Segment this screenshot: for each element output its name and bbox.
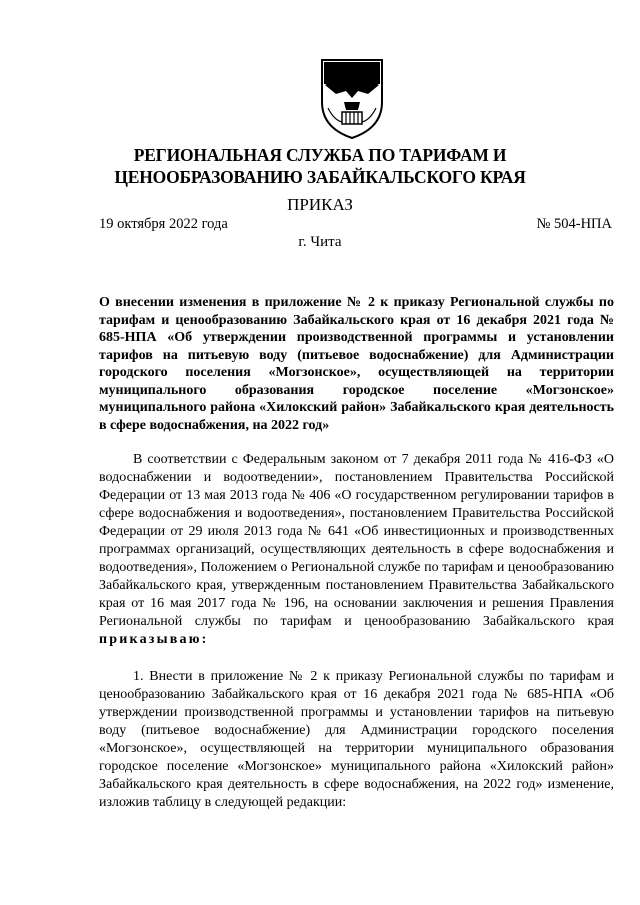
preamble-text: В соответствии с Федеральным законом от 7 декабря 2011 года № 416-ФЗ «О водоснабжении и водоотведении», постановлением Правительства Российской Федерации от 13 мая 2013 года № 406 «О государственном регулировании тарифов в сфере водоснабжения и водоотведения», постановлением Правительства Российской Федерации от 29 июля 2013 года № 641 «Об инвестиционных и производственных программах организаций, осуществляющих деятельность в сфере водоснабжения и водоотведения», Положением о Региональной службе по тарифам и ценообразованию Забайкальского края, утвержденным постановлением Правительства Забайкальского края от 16 мая 2017 года № 196, на основании заключения и решения Правления Региональной службы по тарифам и ценообразованию Забайкальского края (99, 452, 614, 629)
document-date: 19 октября 2022 года (99, 216, 228, 232)
organization-title (0, 144, 640, 188)
coat-of-arms-emblem (318, 58, 386, 140)
preamble-paragraph (99, 451, 614, 649)
document-subject: О внесении изменения в приложение № 2 к приказу Региональной службы по тарифам и ценообразованию Забайкальского края от 16 декабря 2021 года № 685-НПА «Об утверждении производственной программы и установлении тарифов на питьевую воду (питьевое водоснабжение) для Администрации городского поселения «Могзонское», осуществляющей на территории муниципального образования городское поселение «Могзонское» муниципального района «Хилокский район» Забайкальского края деятельность в сфере водоснабжения, на 2022 год» (99, 295, 614, 433)
order-item-1: 1. Внести в приложение № 2 к приказу Региональной службы по тарифам и ценообразованию Забайкальского края от 16 декабря 2021 года № 685-НПА «Об утверждении производственной программы и установлении тарифов на питьевую воду (питьевое водоснабжение) для Администрации городского поселения «Могзонское», осуществляющей на территории муниципального образования городское поселение «Могзонское» муниципального района «Хилокский район» Забайкальского края деятельность в сфере водоснабжения, на 2022 год» изменение, изложив таблицу в следующей редакции: (99, 669, 614, 810)
order-keyword: приказываю: (99, 632, 209, 647)
organization-title-line2: ЦЕНООБРАЗОВАНИЮ ЗАБАЙКАЛЬСКОГО КРАЯ (114, 167, 526, 187)
document-city: г. Чита (298, 234, 342, 250)
document-type: ПРИКАЗ (287, 195, 353, 214)
organization-title-line1: РЕГИОНАЛЬНАЯ СЛУЖБА ПО ТАРИФАМ И (133, 145, 507, 165)
document-number: № 504-НПА (536, 216, 612, 232)
